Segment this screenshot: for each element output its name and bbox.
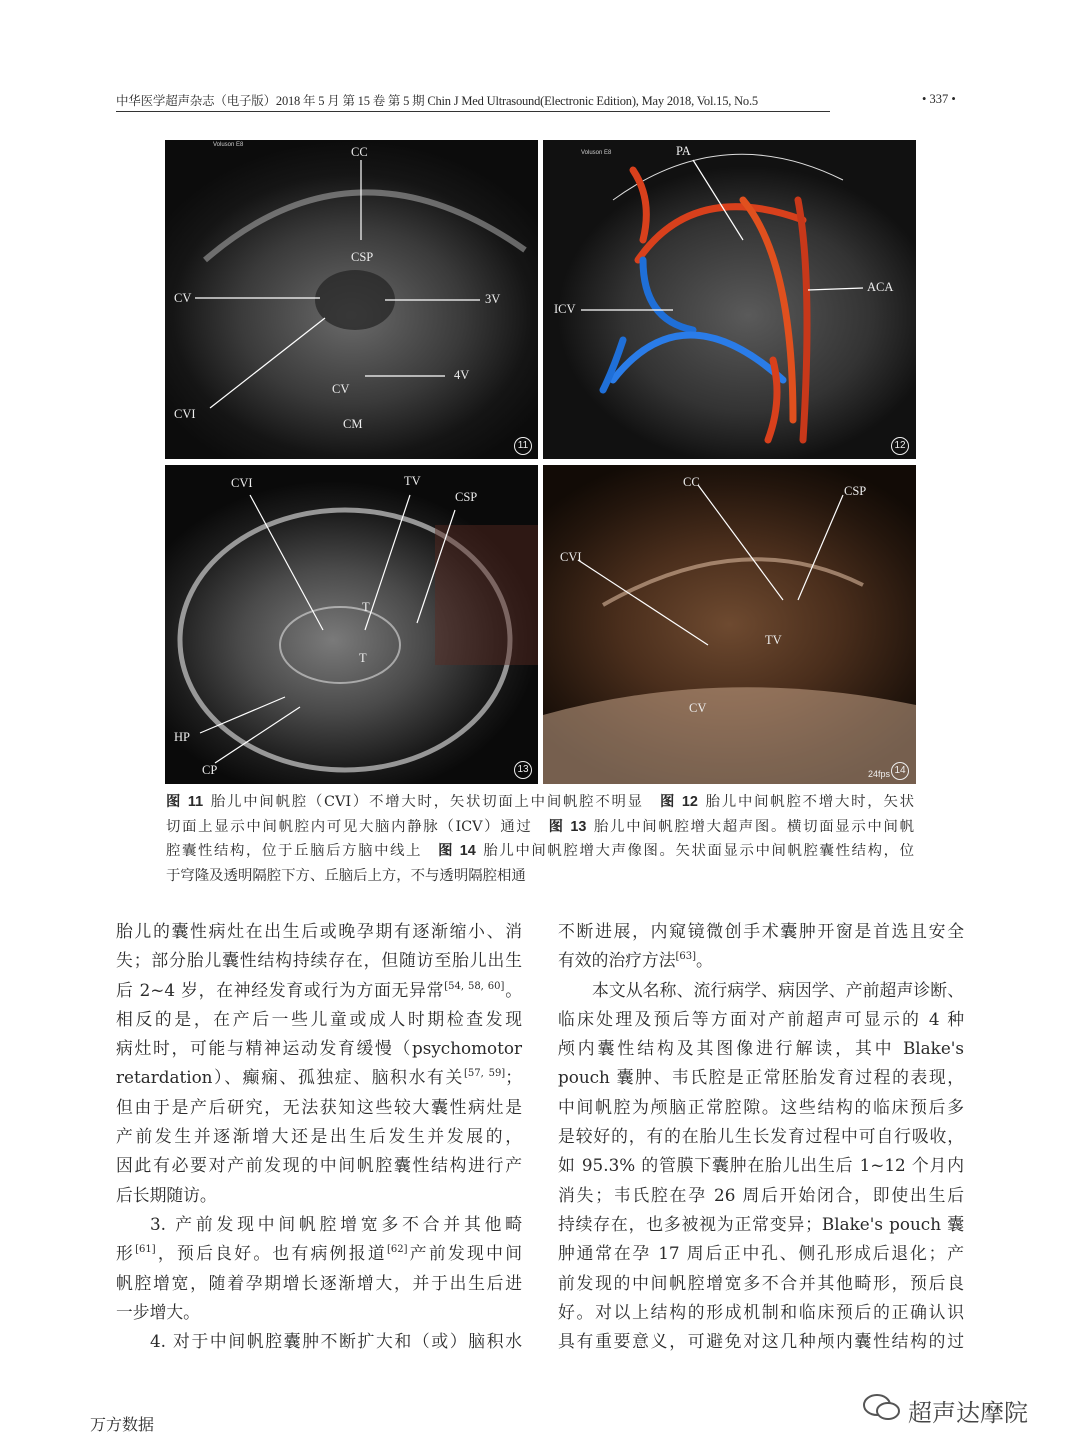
- text-line: [116, 1239, 522, 1268]
- text-run: 4. 对于中间帆腔囊肿不断扩大和（或）脑积水: [150, 1331, 522, 1352]
- caption-line: [166, 864, 914, 889]
- text-line: [558, 976, 964, 1005]
- figure-12-doppler: [543, 140, 916, 459]
- text-run: 胎儿中间帆腔增大超声图。横切面显示中间帆: [592, 818, 914, 835]
- text-run: 腔囊性结构，位于丘脑后方脑中线上: [166, 843, 439, 860]
- text-run: 后 2~4 岁，在神经发育或行为方面无异常: [116, 979, 445, 1000]
- text-line: [558, 1298, 964, 1327]
- text-line: [558, 1269, 964, 1298]
- text-run: 于穹隆及透明隔腔下方、丘脑后上方，不与透明隔腔相通: [166, 867, 526, 884]
- label-csp: CSP: [351, 250, 374, 264]
- figure-number-badge: 13: [514, 761, 532, 779]
- text-line: [558, 1005, 964, 1034]
- text-run: 因此有必要对产前发现的中间帆腔囊性结构进行产: [116, 1155, 522, 1176]
- caption-line: [166, 839, 914, 864]
- text-line: [558, 946, 964, 975]
- label-tv: TV: [404, 474, 421, 488]
- text-run: 胎儿中间帆腔（CVI）不增大时，矢状切面上中间帆腔不明显: [209, 794, 660, 810]
- text-run: 临床处理及预后等方面对产前超声可显示的 4 种: [558, 1008, 964, 1029]
- label-hp: HP: [174, 730, 190, 744]
- figure-14-3d-render: [543, 465, 916, 784]
- text-line: [116, 1269, 522, 1298]
- text-line: [558, 1063, 964, 1092]
- text-line: [116, 1063, 522, 1092]
- figure-caption: [166, 790, 914, 888]
- figure-11-annotations: [165, 140, 538, 459]
- figure-number-badge: 11: [514, 437, 532, 455]
- figure-label: 图 14: [438, 843, 476, 860]
- caption-line: [166, 790, 914, 815]
- label-aca: ACA: [867, 280, 894, 294]
- text-run: 肿通常在孕 17 周后正中孔、侧孔形成后退化；产: [558, 1243, 964, 1264]
- label-csp: CSP: [844, 484, 867, 498]
- caption-line: [166, 815, 914, 840]
- text-line: [116, 1093, 522, 1122]
- source-footer: 万方数据: [90, 1415, 155, 1434]
- label-cvi: CVI: [560, 550, 582, 564]
- citation-ref: [62]: [386, 1244, 408, 1256]
- label-pa: PA: [676, 144, 691, 158]
- text-line: [558, 1181, 964, 1210]
- label-cc: CC: [351, 145, 368, 159]
- figure-14-annotations: [543, 465, 916, 784]
- label-csp: CSP: [455, 490, 478, 504]
- text-line: [116, 1327, 522, 1356]
- label-tv: TV: [765, 633, 782, 647]
- citation-ref: [54, 58, 60]: [444, 980, 505, 992]
- text-run: 好。对以上结构的形成机制和临床预后的正确认识: [558, 1301, 964, 1322]
- figure-13-annotations: [165, 465, 538, 784]
- text-run: 中间帆腔为颅脑正常腔隙。这些结构的临床预后多: [558, 1096, 964, 1117]
- label-cm: CM: [343, 417, 363, 431]
- text-run: 如 95.3% 的管膜下囊肿在胎儿出生后 1~12 个月内: [558, 1155, 964, 1176]
- text-run: 前发现的中间帆腔增宽多不合并其他畸形，预后良: [558, 1272, 964, 1293]
- text-run: 相反的是，在产后一些儿童或成人时期检查发现: [116, 1008, 522, 1029]
- citation-ref: [61]: [135, 1244, 156, 1256]
- wechat-icon: [862, 1392, 902, 1428]
- text-run: 是较好的，有的在胎儿生长发育过程中可自行吸收，: [558, 1126, 964, 1147]
- text-run: 有效的治疗方法: [558, 950, 676, 971]
- text-run: 但由于是产后研究，无法获知这些较大囊性病灶是: [116, 1096, 522, 1117]
- label-icv: ICV: [554, 302, 576, 316]
- label-cp: CP: [202, 763, 218, 777]
- text-run: 胎儿的囊性病灶在出生后或晚孕期有逐渐缩小、消: [116, 921, 522, 941]
- label-cv-2: CV: [332, 382, 350, 396]
- text-line: [116, 1298, 522, 1327]
- text-line: [116, 946, 522, 975]
- watermark-text: 超声达摩院: [908, 1398, 1028, 1427]
- figure-label: 图 12: [659, 794, 698, 810]
- text-run: 颅内囊性结构及其图像进行解读，其中 Blake's: [558, 1038, 964, 1059]
- text-line: [558, 917, 964, 946]
- device-label: Voluson E8: [581, 150, 612, 156]
- text-line: [116, 1210, 522, 1239]
- figure-label: 图 13: [548, 818, 587, 835]
- text-line: [558, 1210, 964, 1239]
- label-thalamus-1: T: [362, 600, 370, 614]
- text-run: 消失；韦氏腔在孕 26 周后开始闭合，即使出生后: [558, 1184, 964, 1205]
- label-3v: 3V: [485, 292, 501, 306]
- figure-number-badge: 12: [891, 437, 909, 455]
- figure-13-ultrasound: [165, 465, 538, 784]
- text-run: 形: [116, 1243, 136, 1264]
- label-thalamus-2: T: [359, 651, 367, 665]
- text-line: [558, 1151, 964, 1180]
- body-column-right: [558, 917, 964, 1356]
- text-run: 切面上显示中间帆腔内可见大脑内静脉（ICV）通过: [166, 818, 549, 835]
- page-number: • 337 •: [922, 92, 956, 106]
- text-line: [558, 1034, 964, 1063]
- text-run: 失；部分胎儿囊性结构持续存在，但随访至胎儿出生: [116, 950, 522, 971]
- figure-12-annotations: [543, 140, 916, 459]
- text-line: [558, 1239, 964, 1268]
- text-line: [116, 1034, 522, 1063]
- text-run: 持续存在，也多被视为正常变异；Blake's pouch 囊: [558, 1213, 964, 1234]
- text-line: [116, 1151, 522, 1180]
- text-run: retardation）、癫痫、孤独症、脑积水有关: [116, 1067, 464, 1088]
- label-cvi: CVI: [174, 407, 196, 421]
- label-cvi: CVI: [231, 476, 253, 490]
- label-cv: CV: [689, 701, 707, 715]
- text-run: pouch 囊肿、韦氏腔是正常胚胎发育过程的表现，: [558, 1067, 964, 1088]
- text-line: [558, 1327, 964, 1356]
- text-run: 病灶时，可能与精神运动发育缓慢（psychomotor: [116, 1038, 522, 1059]
- figure-label: 图 11: [166, 794, 204, 810]
- text-run: 3. 产前发现中间帆腔增宽多不合并其他畸: [150, 1213, 522, 1234]
- text-run: 一步增大。: [116, 1301, 200, 1322]
- text-run: 不断进展，内窥镜微创手术囊肿开窗是首选且安全: [558, 921, 964, 941]
- device-label: Voluson E8: [213, 142, 244, 148]
- text-line: [116, 1122, 522, 1151]
- label-cc: CC: [683, 475, 700, 489]
- text-line: [116, 1005, 522, 1034]
- running-header: 中华医学超声杂志（电子版）2018 年 5 月 第 15 卷 第 5 期 Chin J Med Ultrasound(Electronic Edition), May 2018, Vol.15, No.5: [116, 91, 830, 112]
- text-run: 。: [504, 979, 522, 1000]
- citation-ref: [57, 59]: [463, 1068, 506, 1080]
- label-cv: CV: [174, 291, 192, 305]
- text-run: 本文从名称、流行病学、病因学、产前超声诊断、: [592, 979, 964, 1000]
- citation-ref: [63]: [675, 951, 697, 963]
- text-line: [116, 976, 522, 1005]
- text-run: ；: [505, 1067, 523, 1088]
- text-run: 后长期随访。: [116, 1184, 217, 1205]
- text-run: 。: [696, 950, 713, 971]
- label-4v: 4V: [454, 368, 470, 382]
- text-line: [558, 1122, 964, 1151]
- text-run: 产前发生并逐渐增大还是出生后发生并发展的，: [116, 1126, 522, 1147]
- text-run: 胎儿中间帆腔增大声像图。矢状面显示中间帆腔囊性结构，位: [481, 843, 914, 860]
- figure-number-badge: 14: [891, 762, 909, 780]
- text-run: 胎儿中间帆腔不增大时，矢状: [703, 794, 914, 810]
- text-run: 产前发现中间: [407, 1243, 522, 1264]
- text-run: 具有重要意义，可避免对这几种颅内囊性结构的过: [558, 1331, 964, 1352]
- text-run: ，预后良好。也有病例报道: [155, 1243, 387, 1264]
- body-column-left: [116, 917, 522, 1356]
- figure-11-ultrasound: [165, 140, 538, 459]
- text-line: [116, 1181, 522, 1210]
- text-line: [116, 917, 522, 946]
- text-run: 帆腔增宽，随着孕期增长逐渐增大，并于出生后进: [116, 1272, 522, 1293]
- frame-rate: 24fps: [868, 769, 891, 779]
- text-line: [558, 1093, 964, 1122]
- wechat-watermark: [862, 1392, 1028, 1428]
